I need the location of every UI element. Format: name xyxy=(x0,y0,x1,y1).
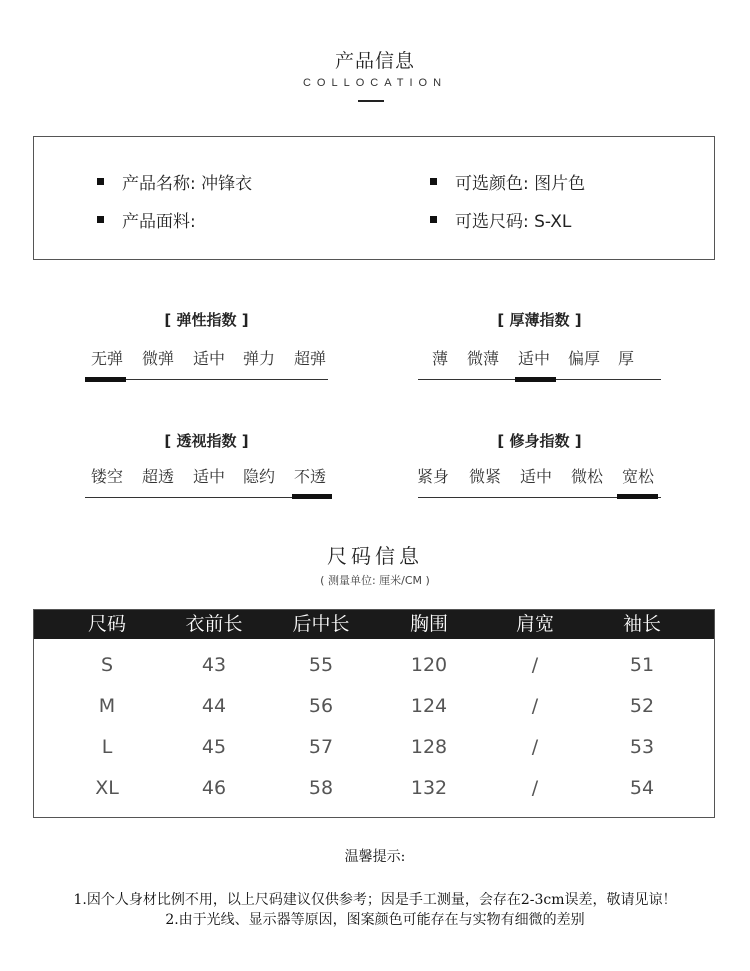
elasticity-option: 超弹 xyxy=(293,349,326,368)
table-cell: 44 xyxy=(201,695,227,717)
elasticity-selected-marker xyxy=(85,377,126,382)
table-cell: 54 xyxy=(629,777,655,799)
thickness-option: 偏厚 xyxy=(567,349,600,368)
table-cell: / xyxy=(531,654,539,676)
table-cell: / xyxy=(531,777,539,799)
table-cell: 132 xyxy=(410,777,448,799)
table-cell: 56 xyxy=(308,695,334,717)
table-cell: 57 xyxy=(308,736,334,758)
elasticity-option: 适中 xyxy=(192,349,225,368)
fit-option: 适中 xyxy=(519,467,552,486)
transparency-option: 镂空 xyxy=(90,467,123,486)
table-cell: 46 xyxy=(201,777,227,799)
size-unit-note: ( 测量单位: 厘米/CM ) xyxy=(320,574,430,587)
table-cell: 43 xyxy=(201,654,227,676)
elasticity-option: 弹力 xyxy=(242,349,275,368)
thickness-option: 微薄 xyxy=(466,349,499,368)
info-item-color xyxy=(430,169,585,194)
fit-option: 微紧 xyxy=(468,467,501,486)
transparency-option: 适中 xyxy=(192,467,225,486)
fit-option: 宽松 xyxy=(621,467,654,486)
header-cell: 胸围 xyxy=(409,613,448,635)
fit-index-title: [ 修身指数 ] xyxy=(497,432,582,450)
title-divider xyxy=(358,100,384,102)
transparency-option: 超透 xyxy=(141,467,174,486)
tips-title: 温馨提示: xyxy=(344,849,406,865)
size-table xyxy=(33,609,715,818)
page-title: 产品信息 xyxy=(334,50,415,72)
info-name-text: 产品名称: 冲锋衣 xyxy=(122,174,253,194)
transparency-option: 不透 xyxy=(293,467,326,486)
elasticity-index-title: [ 弹性指数 ] xyxy=(164,311,249,329)
header-cell: 肩宽 xyxy=(515,613,554,635)
table-cell: S xyxy=(100,654,114,676)
header-cell: 衣前长 xyxy=(185,613,243,635)
elasticity-option: 无弹 xyxy=(90,349,123,368)
fit-option: 紧身 xyxy=(416,467,449,486)
thickness-option: 适中 xyxy=(517,349,550,368)
tip-line-2: 2.由于光线、显示器等原因，图案颜色可能存在与实物有细微的差别 xyxy=(165,912,585,928)
table-cell: 51 xyxy=(629,654,655,676)
size-info-title: 尺码信息 xyxy=(327,544,423,568)
tip-line-1: 1.因个人身材比例不用，以上尺码建议仅供参考；因是手工测量，会存在2-3cm误差，敬请见谅！ xyxy=(73,892,677,908)
table-cell: 58 xyxy=(308,777,334,799)
table-cell: 53 xyxy=(629,736,655,758)
transparency-index-title: [ 透视指数 ] xyxy=(164,432,249,450)
transparency-selected-marker xyxy=(292,494,332,499)
table-cell: / xyxy=(531,695,539,717)
thickness-selected-marker xyxy=(515,377,556,382)
info-size-text: 可选尺码: S-XL xyxy=(455,212,572,232)
bullet-icon xyxy=(97,178,104,185)
info-item-size xyxy=(430,207,571,232)
header-cell: 后中长 xyxy=(292,613,350,635)
table-cell: L xyxy=(101,736,113,758)
thickness-option: 厚 xyxy=(617,349,634,368)
table-cell: 55 xyxy=(308,654,334,676)
thickness-index-title: [ 厚薄指数 ] xyxy=(497,311,582,329)
fit-option: 微松 xyxy=(570,467,603,486)
size-table-header xyxy=(34,610,714,639)
table-cell: 52 xyxy=(629,695,655,717)
elasticity-option: 微弹 xyxy=(141,349,174,368)
fit-selected-marker xyxy=(617,494,658,499)
table-cell: 45 xyxy=(201,736,227,758)
bullet-icon xyxy=(97,216,104,223)
bullet-icon xyxy=(430,216,437,223)
header-cell: 尺码 xyxy=(87,613,126,635)
bullet-icon xyxy=(430,178,437,185)
info-fabric-text: 产品面料: xyxy=(122,212,196,232)
table-cell: XL xyxy=(95,777,119,799)
thickness-option: 薄 xyxy=(431,349,448,368)
table-cell: 128 xyxy=(410,736,448,758)
info-item-name xyxy=(97,169,252,194)
table-cell: M xyxy=(98,695,116,717)
page-subtitle: COLLOCATION xyxy=(302,77,448,89)
info-color-text: 可选颜色: 图片色 xyxy=(455,174,586,194)
product-info-box xyxy=(33,136,715,260)
header-cell: 袖长 xyxy=(622,613,661,635)
info-item-fabric xyxy=(97,207,196,232)
table-cell: / xyxy=(531,736,539,758)
transparency-option: 隐约 xyxy=(242,467,275,486)
table-cell: 124 xyxy=(410,695,448,717)
table-cell: 120 xyxy=(410,654,448,676)
